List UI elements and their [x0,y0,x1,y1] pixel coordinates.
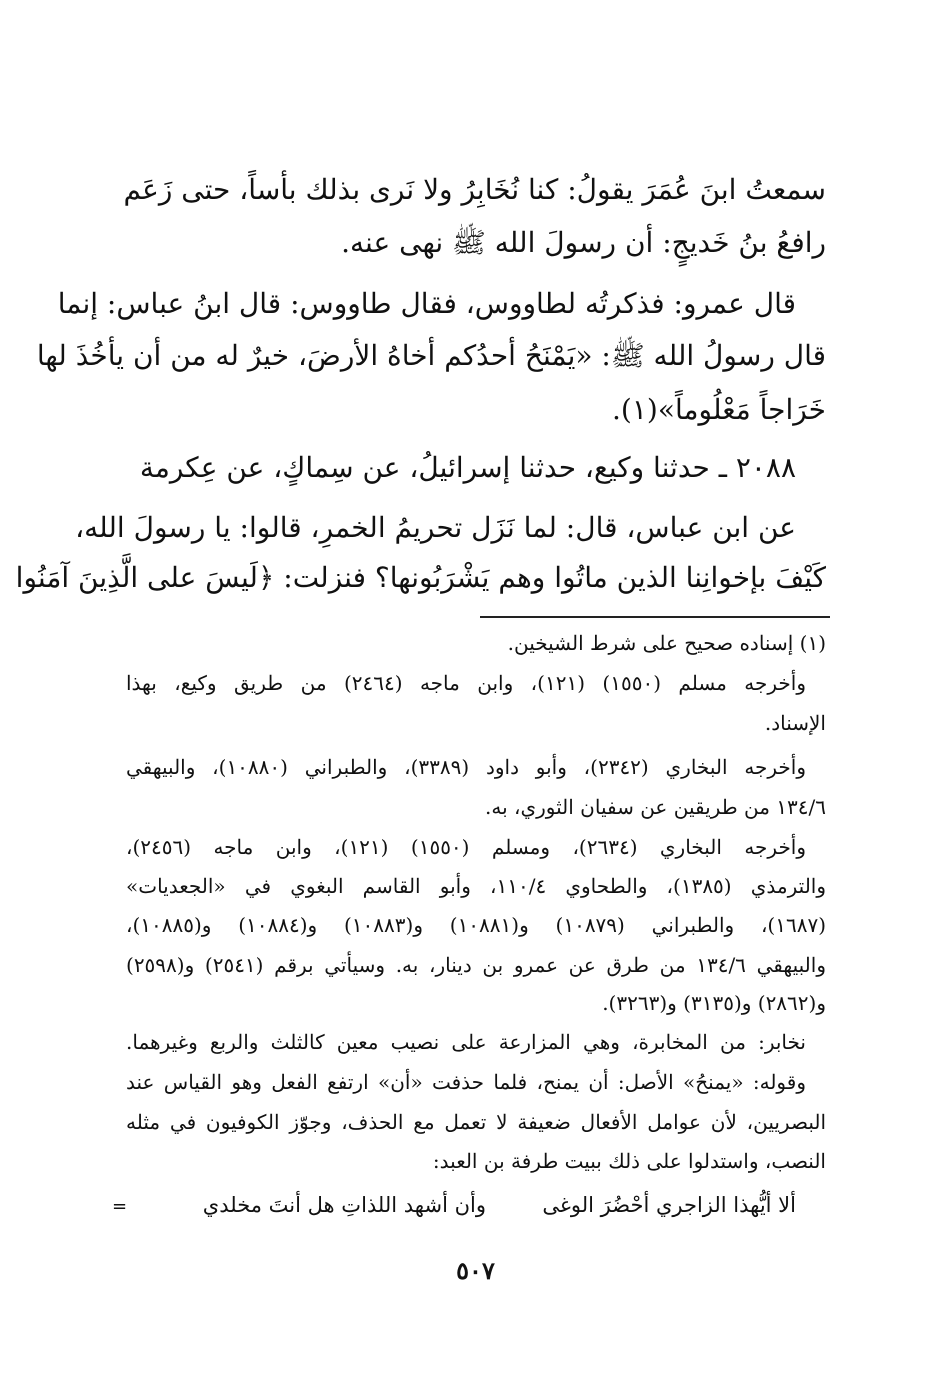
footnote-divider [480,616,830,618]
footnote-line-3: الإسناد. [764,711,826,735]
continuation-marker: = [112,1196,128,1217]
main-text-line-4: قال رسولُ الله ﷺ: «يَمْنَحُ أحدُكم أخاهُ الأرضَ، خيرٌ له من أن يأخُذَ لها [36,339,826,372]
footnote-line-9: والبيهقي ١٣٤/٦ من طرق عن عمرو بن دينار، به. وسيأتي برقم (٢٥٤١) و(٢٥٩٨) [126,953,826,977]
poem-hemistich-1: ألا أيُّهذا الزاجري أحْضُرَ الوغى [542,1193,796,1217]
main-text-line-5: خَرَاجاً مَعْلُوماً»(١). [612,393,826,426]
footnote-line-10: و(٢٨٦٢) و(٣١٣٥) و(٣٢٦٣). [602,991,826,1015]
footnote-line-6: وأخرجه البخاري (٢٦٣٤)، ومسلم (١٥٥٠) (١٢١)، وابن ماجه (٢٤٥٦)، [126,835,807,859]
page-number: ٥٠٧ [456,1256,495,1285]
footnote-line-7: والترمذي (١٣٨٥)، والطحاوي ١١٠/٤، وأبو القاسم البغوي في «الجعديات» [126,874,826,898]
footnote-line-14: النصب، واستدلوا على ذلك ببيت طرفة بن العبد: [432,1149,826,1173]
footnote-line-13: البصريين، لأن عوامل الأفعال ضعيفة لا تعمل مع الحذف، وجوّز الكوفيون في مثله [126,1110,826,1134]
footnote-line-4: وأخرجه البخاري (٢٣٤٢)، وأبو داود (٣٣٨٩)، والطبراني (١٠٨٨٠)، والبيهقي [126,755,807,779]
hadith-number-line: ٢٠٨٨ ـ حدثنا وكيع، حدثنا إسرائيلُ، عن سِماكٍ، عن عِكرمة [139,451,796,484]
main-text-line-2: رافعُ بنُ خَديجٍ: أن رسولَ الله ﷺ نهى عنه. [341,226,826,259]
main-text-line-7: عن ابن عباس، قال: لما نَزَل تحريمُ الخمرِ، قالوا: يا رسولَ الله، [75,511,796,544]
footnote-line-8: (١٦٨٧)، والطبراني (١٠٨٧٩) و(١٠٨٨١) و(١٠٨٨٣) و(١٠٨٨٤) و(١٠٨٨٥)، [126,913,827,937]
footnote-line-12: وقوله: «يمنحُ» الأصل: أن يمنح، فلما حذفت «أن» ارتفع الفعل وهو القياس عند [126,1070,806,1094]
main-text-line-3: قال عمرو: فذكرتُه لطاووس، فقال طاووس: قال ابنُ عباس: إنما [57,287,796,320]
main-text-line-8: كَيْفَ بإخوانِنا الذين ماتُوا وهم يَشْرَبُونها؟ فنزلت: ﴿لَيسَ على الَّذِينَ آمَنُوا [15,561,826,594]
main-text-line-1: سمعتُ ابنَ عُمَرَ يقولُ: كنا نُخَابِرُ ولا نَرى بذلك بأساً، حتى زَعَم [123,173,826,206]
footnote-line-2: وأخرجه مسلم (١٥٥٠) (١٢١)، وابن ماجه (٢٤٦٤) من طريق وكيع، بهذا [126,671,807,695]
poem-hemistich-2: وأن أشهد اللذاتِ هل أنتَ مخلدي [202,1193,486,1217]
footnote-line-11: نخابر: من المخابرة، وهي المزارعة على نصيب معين كالثلث والربع وغيرهما. [126,1030,806,1054]
footnote-line-5: ١٣٤/٦ من طريقين عن سفيان الثوري، به. [485,795,826,819]
footnote-1: (١) إسناده صحيح على شرط الشيخين. [507,631,826,655]
